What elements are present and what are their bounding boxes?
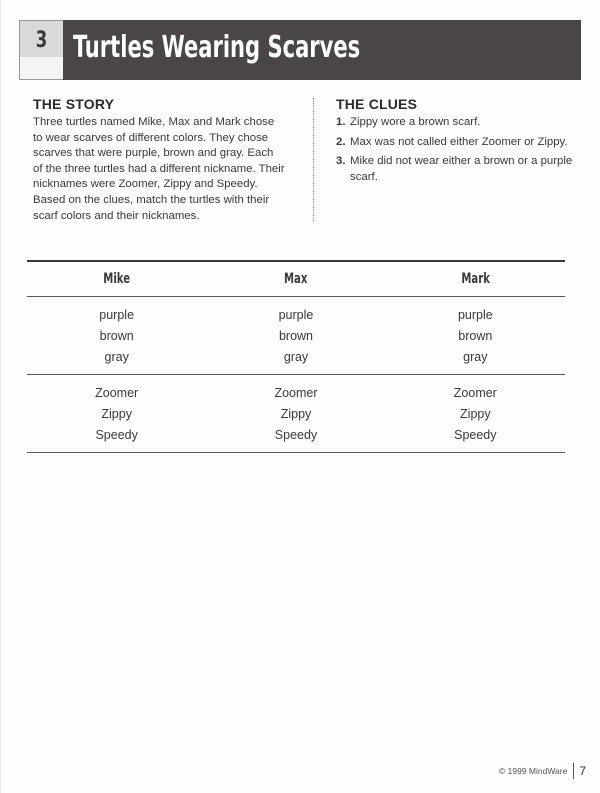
title-banner <box>19 20 581 80</box>
puzzle-number-box <box>19 20 63 80</box>
nickname-option[interactable]: Zippy <box>460 407 491 421</box>
clues-heading: THE CLUES <box>336 96 418 112</box>
clue-text: Max was not called either Zoomer or Zippy. <box>350 135 568 148</box>
color-option[interactable]: brown <box>99 329 134 343</box>
clue-text: Zippy wore a brown scarf. <box>350 116 481 128</box>
color-option[interactable]: purple <box>457 308 493 322</box>
turtle-name-header: Mark <box>461 271 490 287</box>
clue-number: 2. <box>336 135 346 148</box>
color-option[interactable]: gray <box>463 350 488 364</box>
turtle-name-header: Mike <box>103 271 131 287</box>
page-title: Turtles Wearing Scarves <box>73 30 361 65</box>
clue-item <box>336 115 581 131</box>
story-section <box>33 96 285 224</box>
clue-number: 1. <box>336 116 346 128</box>
nickname-options-row <box>27 375 565 452</box>
nickname-option[interactable]: Speedy <box>454 428 497 442</box>
color-option[interactable]: purple <box>99 308 135 322</box>
puzzle-number: 3 <box>35 28 48 53</box>
turtle-name-header: Max <box>284 271 308 287</box>
clue-number: 3. <box>336 155 346 168</box>
nickname-option[interactable]: Zoomer <box>95 386 139 400</box>
nickname-option[interactable]: Speedy <box>274 428 318 442</box>
clue-item <box>336 154 581 185</box>
nickname-options-mike <box>27 383 206 446</box>
color-option[interactable]: purple <box>278 308 314 322</box>
nickname-options-mark <box>386 383 565 446</box>
clues-list <box>336 115 581 185</box>
nickname-option[interactable]: Zoomer <box>274 386 318 400</box>
nickname-options-max <box>206 383 385 446</box>
column-divider <box>313 98 314 222</box>
color-option[interactable]: brown <box>458 329 493 343</box>
clue-text: Mike did not wear either a brown or a purple scarf. <box>350 155 573 183</box>
answer-grid <box>27 260 565 453</box>
color-options-mike <box>27 305 206 368</box>
color-options-max <box>206 305 385 368</box>
story-text: Three turtles named Mike, Max and Mark chose to wear scarves of different colors. They chose scarves that were purple, brown and gray. Each of the three turtles had a different nickname. Their nicknames were Zoomer, Zippy and Speedy. Based on the clues, match the turtles with their scarf colors and their nicknames. <box>33 116 285 222</box>
clue-item <box>336 135 581 151</box>
color-option[interactable]: gray <box>104 350 129 364</box>
title-bar <box>63 20 581 80</box>
color-option[interactable]: gray <box>283 350 309 364</box>
nickname-option[interactable]: Speedy <box>95 428 138 442</box>
color-option[interactable]: brown <box>278 329 314 343</box>
clues-section <box>336 96 581 189</box>
nickname-option[interactable]: Zoomer <box>453 386 497 400</box>
grid-header-row <box>27 262 565 296</box>
page-footer <box>499 763 586 779</box>
color-options-row <box>27 297 565 374</box>
color-options-mark <box>386 305 565 368</box>
grid-bottom-rule <box>27 452 565 453</box>
page-number: 7 <box>579 764 586 778</box>
nickname-option[interactable]: Zippy <box>280 407 312 421</box>
number-box-shade <box>20 57 63 79</box>
nickname-option[interactable]: Zippy <box>101 407 132 421</box>
story-heading: THE STORY <box>33 96 115 112</box>
copyright-text: © 1999 MindWare <box>499 766 568 776</box>
footer-separator <box>573 763 574 779</box>
